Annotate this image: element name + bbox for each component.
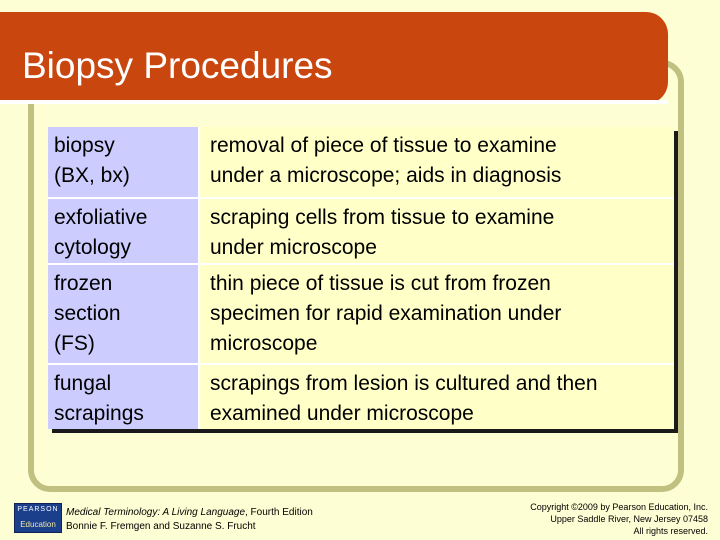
title-underline bbox=[0, 100, 668, 104]
book-title-line bbox=[66, 506, 313, 520]
copyright-line: Upper Saddle River, New Jersey 07458 bbox=[550, 514, 708, 524]
term-cell bbox=[48, 264, 199, 364]
table-row bbox=[48, 198, 674, 264]
footer-copyright bbox=[530, 501, 708, 537]
term-line: biopsy bbox=[54, 134, 115, 157]
definition-line: under a microscope; aids in diagnosis bbox=[210, 164, 562, 187]
definition-line: scrapings from lesion is cultured and then bbox=[210, 372, 598, 395]
definition-line: specimen for rapid examination under bbox=[210, 302, 562, 325]
definition-cell bbox=[199, 127, 674, 198]
logo-wordmark: PEARSON bbox=[17, 506, 59, 513]
term-line: section bbox=[54, 302, 121, 325]
definition-line: examined under microscope bbox=[210, 402, 474, 425]
slide-title: Biopsy Procedures bbox=[22, 45, 333, 86]
table-row bbox=[48, 364, 674, 429]
term-line: (BX, bx) bbox=[54, 164, 130, 187]
term-line: (FS) bbox=[54, 332, 95, 355]
book-edition: , Fourth Edition bbox=[245, 507, 313, 518]
term-line: frozen bbox=[54, 272, 113, 295]
definition-line: thin piece of tissue is cut from frozen bbox=[210, 272, 551, 295]
term-cell bbox=[48, 364, 199, 429]
term-line: cytology bbox=[54, 236, 132, 259]
definition-cell bbox=[199, 198, 674, 264]
term-cell bbox=[48, 127, 199, 198]
footer-citation bbox=[66, 506, 313, 534]
term-cell bbox=[48, 198, 199, 264]
table-row bbox=[48, 264, 674, 364]
table-row bbox=[48, 127, 674, 198]
definition-cell bbox=[199, 364, 674, 429]
logo-subtitle: Education bbox=[20, 520, 56, 529]
term-line: scrapings bbox=[54, 402, 144, 425]
title-bar bbox=[0, 12, 668, 104]
definition-line: scraping cells from tissue to examine bbox=[210, 206, 555, 229]
definition-line: under microscope bbox=[210, 236, 377, 259]
copyright-line: Copyright ©2009 by Pearson Education, Inc. bbox=[530, 502, 708, 512]
copyright-line: All rights reserved. bbox=[633, 526, 708, 536]
book-authors: Bonnie F. Fremgen and Suzanne S. Frucht bbox=[66, 521, 256, 532]
pearson-logo bbox=[14, 503, 62, 533]
definition-cell bbox=[199, 264, 674, 364]
definition-line: removal of piece of tissue to examine bbox=[210, 134, 557, 157]
terms-table bbox=[48, 127, 674, 429]
book-title: Medical Terminology: A Living Language bbox=[66, 507, 245, 518]
term-line: exfoliative bbox=[54, 206, 148, 229]
term-line: fungal bbox=[54, 372, 112, 395]
definition-line: microscope bbox=[210, 332, 318, 355]
